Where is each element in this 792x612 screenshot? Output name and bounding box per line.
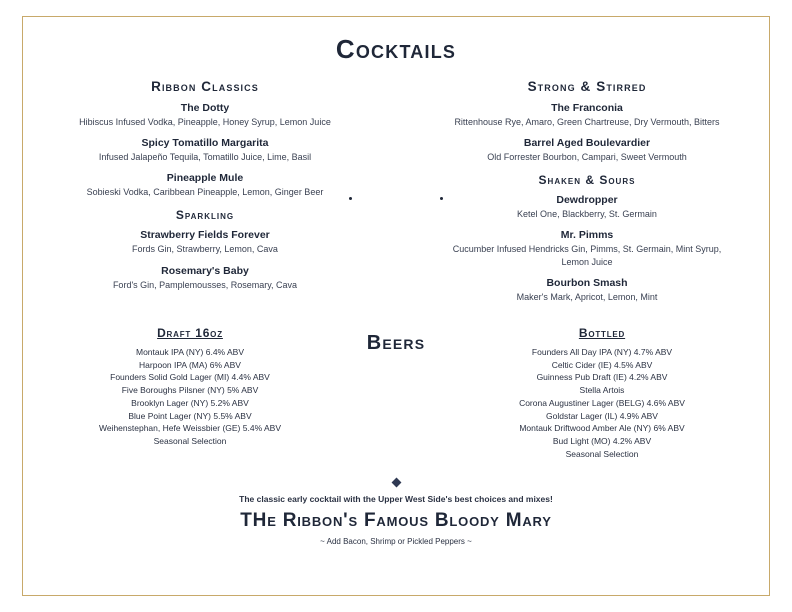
item-description: Fords Gin, Strawberry, Lemon, Cava bbox=[132, 244, 278, 255]
item-name: Dewdropper bbox=[556, 194, 618, 207]
menu-item bbox=[40, 102, 370, 128]
footer-title: THe Ribbon's Famous Bloody Mary bbox=[240, 509, 552, 531]
beer-line: Stella Artois bbox=[579, 385, 625, 396]
item-description: Ketel One, Blackberry, St. Germain bbox=[517, 209, 657, 220]
footer-tagline: The classic early cocktail with the Upper West Side's best choices and mixes! bbox=[239, 493, 553, 504]
menu-item bbox=[40, 172, 370, 198]
cocktails-left-column bbox=[40, 79, 370, 312]
footer-section bbox=[40, 479, 752, 546]
cocktails-right-column bbox=[422, 79, 752, 312]
page-title: Cocktails bbox=[335, 34, 457, 64]
section-heading-strong-and-stirred: Strong & Stirred bbox=[527, 79, 647, 94]
beer-line: Montauk IPA (NY) 6.4% ABV bbox=[135, 346, 245, 357]
beer-line: Founders Solid Gold Lager (MI) 4.4% ABV bbox=[110, 372, 270, 383]
menu-item bbox=[40, 229, 370, 255]
beer-line: Montauk Driftwood Amber Ale (NY) 6% ABV bbox=[519, 423, 685, 434]
item-name: Rosemary's Baby bbox=[161, 264, 249, 277]
item-name: The Dotty bbox=[180, 102, 230, 114]
item-name: Bourbon Smash bbox=[546, 276, 628, 289]
beer-line: Seasonal Selection bbox=[565, 448, 639, 459]
menu-item bbox=[40, 265, 370, 291]
beers-section bbox=[40, 326, 752, 461]
item-description: Maker's Mark, Apricot, Lemon, Mint bbox=[516, 291, 658, 302]
item-description: Hibiscus Infused Vodka, Pineapple, Honey Syrup, Lemon Juice bbox=[79, 117, 331, 127]
beer-line: Bud Light (MO) 4.2% ABV bbox=[552, 436, 652, 447]
section-heading-ribbon-classics: Ribbon Classics bbox=[151, 79, 259, 94]
item-description: Ford's Gin, Pamplemousses, Rosemary, Cava bbox=[112, 279, 298, 290]
item-name: Spicy Tomatillo Margarita bbox=[141, 137, 269, 150]
menu-content bbox=[40, 24, 752, 588]
section-heading-shaken-and-sours: Shaken & Sours bbox=[538, 173, 636, 188]
item-name: Mr. Pimms bbox=[560, 229, 614, 242]
beer-line: Celtic Cider (IE) 4.5% ABV bbox=[551, 359, 653, 370]
beer-line: Five Boroughs Pilsner (NY) 5% ABV bbox=[121, 385, 259, 396]
footer-subtitle: ~ Add Bacon, Shrimp or Pickled Peppers ~ bbox=[320, 536, 472, 546]
beer-line: Brooklyn Lager (NY) 5.2% ABV bbox=[131, 397, 249, 408]
beers-bottled-heading: Bottled bbox=[578, 325, 626, 340]
beer-line: Seasonal Selection bbox=[153, 436, 227, 447]
menu-item bbox=[40, 137, 370, 163]
menu-item bbox=[422, 137, 752, 163]
item-description: Old Forrester Bourbon, Campari, Sweet Vermouth bbox=[487, 152, 687, 163]
item-name: The Franconia bbox=[551, 102, 623, 114]
menu-item bbox=[422, 277, 752, 303]
item-name: Strawberry Fields Forever bbox=[140, 229, 270, 242]
item-name: Pineapple Mule bbox=[166, 172, 244, 185]
menu-item bbox=[422, 194, 752, 220]
beers-draft-heading: Draft 16oz bbox=[157, 325, 223, 340]
beer-line: Blue Point Lager (NY) 5.5% ABV bbox=[128, 410, 252, 421]
beer-line: Weihenstephan, Hefe Weissbier (GE) 5.4% ABV bbox=[98, 423, 282, 434]
item-description: Rittenhouse Rye, Amaro, Green Chartreuse, Dry Vermouth, Bitters bbox=[454, 117, 720, 127]
cocktails-columns bbox=[40, 79, 752, 312]
menu-item bbox=[422, 102, 752, 128]
beer-line: Founders All Day IPA (NY) 4.7% ABV bbox=[531, 346, 673, 357]
beer-line: Guinness Pub Draft (IE) 4.2% ABV bbox=[536, 372, 668, 383]
beers-title: Beers bbox=[366, 331, 426, 354]
item-name: Barrel Aged Boulevardier bbox=[523, 137, 651, 150]
beer-line: Goldstar Lager (IL) 4.9% ABV bbox=[546, 410, 658, 421]
menu-item bbox=[422, 229, 752, 267]
diamond-icon bbox=[391, 477, 401, 487]
item-description: Cucumber Infused Hendricks Gin, Pimms, St. Germain, Mint Syrup, Lemon Juice bbox=[452, 244, 722, 267]
section-heading-sparkling: Sparkling bbox=[175, 208, 235, 223]
item-description: Infused Jalapeño Tequila, Tomatillo Juice, Lime, Basil bbox=[98, 152, 312, 163]
beer-line: Corona Augustiner Lager (BELG) 4.6% ABV bbox=[519, 397, 685, 408]
item-description: Sobieski Vodka, Caribbean Pineapple, Lemon, Ginger Beer bbox=[86, 187, 324, 198]
beer-line: Harpoon IPA (MA) 6% ABV bbox=[139, 359, 241, 370]
